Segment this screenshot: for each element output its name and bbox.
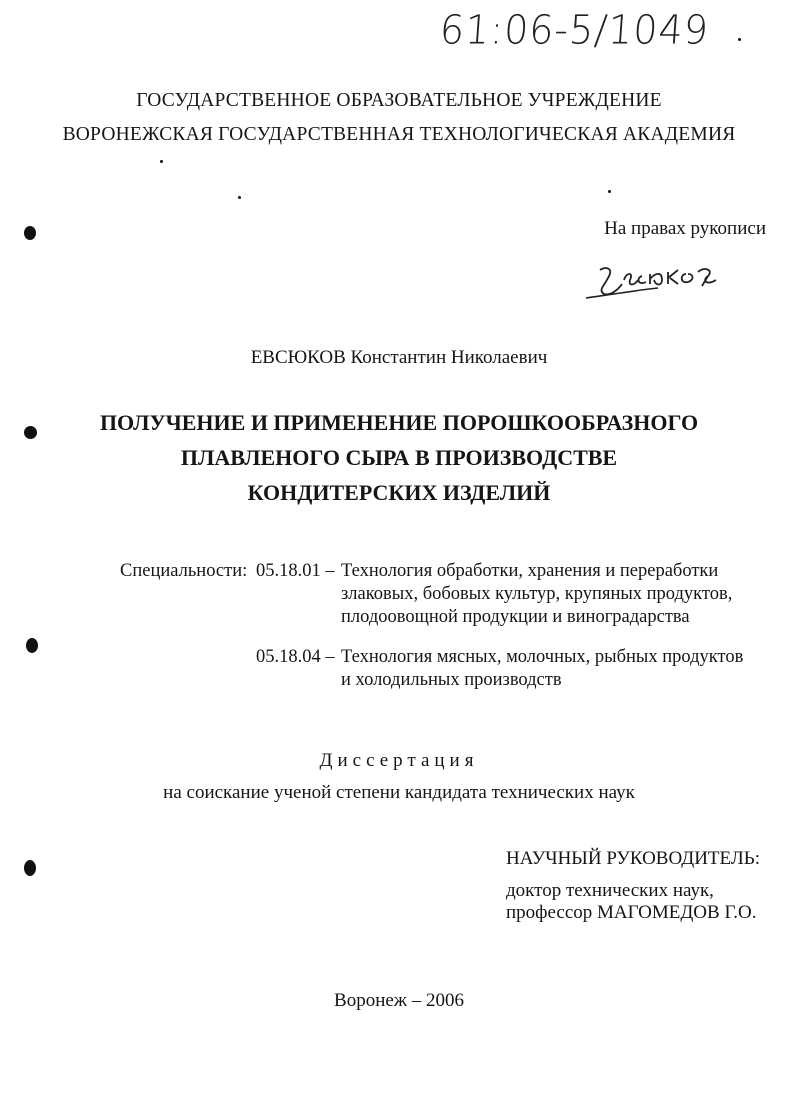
author-signature xyxy=(578,250,728,310)
author-name: ЕВСЮКОВ Константин Николаевич xyxy=(250,347,548,368)
specialties-label: Специальности: xyxy=(120,561,248,581)
scan-speck xyxy=(608,190,611,193)
institution-line-2: ВОРОНЕЖСКАЯ ГОСУДАРСТВЕННАЯ ТЕХНОЛОГИЧЕСКАЯ АКАДЕМИЯ xyxy=(62,124,736,145)
scan-speck xyxy=(160,160,163,163)
supervisor-heading: НАУЧНЫЙ РУКОВОДИТЕЛЬ: xyxy=(506,848,760,869)
scan-speck xyxy=(26,638,38,653)
dissertation-title xyxy=(0,405,798,510)
specialty-1-code: 05.18.01 – xyxy=(256,561,335,581)
specialty-1-line: плодоовощной продукции и виноградарства xyxy=(341,607,690,627)
title-line-1: ПОЛУЧЕНИЕ И ПРИМЕНЕНИЕ ПОРОШКООБРАЗНОГО xyxy=(99,410,699,435)
specialty-1-line: злаковых, бобовых культур, крупяных продуктов, xyxy=(341,584,733,604)
scan-speck xyxy=(238,196,241,199)
specialty-1-description xyxy=(341,560,732,629)
specialty-2-line: и холодильных производств xyxy=(341,670,562,690)
scan-speck xyxy=(24,860,36,876)
city-year: Воронеж – 2006 xyxy=(334,990,464,1011)
dissertation-subtitle: на соискание ученой степени кандидата технических наук xyxy=(163,782,635,803)
scan-speck xyxy=(24,426,37,439)
title-line-3: КОНДИТЕРСКИХ ИЗДЕЛИЙ xyxy=(247,480,551,505)
manuscript-note: На правах рукописи xyxy=(604,218,766,239)
dissertation-heading: Диссертация xyxy=(319,750,479,771)
specialty-1-line: Технология обработки, хранения и переработки xyxy=(341,561,719,581)
specialty-2-line: Технология мясных, молочных, рыбных продуктов xyxy=(341,647,744,667)
specialty-2-code: 05.18.04 – xyxy=(256,647,335,667)
title-line-2: ПЛАВЛЕНОГО СЫРА В ПРОИЗВОДСТВЕ xyxy=(180,445,618,470)
specialty-2-description xyxy=(341,646,743,692)
supervisor-degree: доктор технических наук, xyxy=(506,880,714,901)
supervisor-name: профессор МАГОМЕДОВ Г.О. xyxy=(506,902,757,923)
scan-speck xyxy=(738,38,741,41)
institution-line-1: ГОСУДАРСТВЕННОЕ ОБРАЗОВАТЕЛЬНОЕ УЧРЕЖДЕНИЕ xyxy=(136,90,662,111)
catalog-stamp: 61:06-5/1049 xyxy=(438,6,711,54)
scan-speck xyxy=(24,226,36,240)
